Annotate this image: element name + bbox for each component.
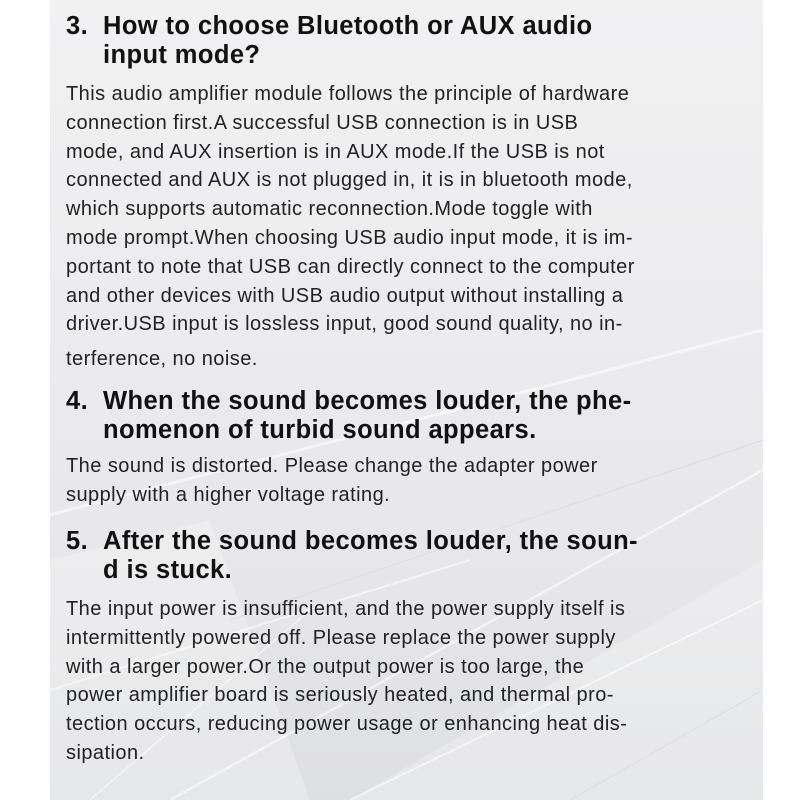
faq-answer	[66, 80, 635, 374]
faq-panel	[50, 0, 763, 800]
heading-line: After the sound becomes louder, the soun-	[103, 527, 638, 555]
heading-line: nomenon of turbid sound appears.	[103, 416, 537, 444]
answer-line: sipation.	[66, 741, 145, 764]
faq-heading	[66, 387, 631, 445]
faq-heading	[66, 12, 635, 70]
answer-line: terference, no noise.	[66, 348, 258, 371]
faq-answer	[66, 595, 638, 768]
answer-line: which supports automatic reconnection.Mode toggle with	[66, 198, 593, 221]
answer-line: power amplifier board is seriously heated, and thermal pro-	[66, 684, 614, 707]
faq-number: 3.	[66, 12, 89, 40]
faq-number: 5.	[66, 527, 89, 555]
faq-section-5	[66, 527, 638, 768]
faq-heading	[66, 527, 638, 585]
answer-line: tection occurs, reducing power usage or enhancing heat dis-	[66, 713, 628, 736]
faq-answer	[66, 452, 631, 510]
faq-number: 4.	[66, 387, 89, 415]
faq-section-3	[66, 12, 635, 374]
answer-line: and other devices with USB audio output without installing a	[66, 284, 624, 307]
answer-line: connection first.A successful USB connection is in USB	[66, 111, 579, 134]
heading-line: How to choose Bluetooth or AUX audio	[103, 12, 593, 40]
answer-line: mode, and AUX insertion is in AUX mode.If the USB is not	[66, 140, 605, 163]
answer-line: portant to note that USB can directly connect to the computer	[66, 255, 635, 278]
answer-line: driver.USB input is lossless input, good sound quality, no in-	[66, 313, 623, 336]
heading-line: When the sound becomes louder, the phe-	[103, 387, 632, 415]
heading-line: d is stuck.	[103, 556, 233, 584]
answer-line: mode prompt.When choosing USB audio input mode, it is im-	[66, 226, 634, 249]
answer-line: The sound is distorted. Please change the adapter power	[66, 455, 598, 477]
faq-section-4	[66, 387, 631, 510]
heading-line: input mode?	[103, 41, 261, 69]
answer-line: intermittently powered off. Please replace the power supply	[66, 626, 616, 649]
answer-line: supply with a higher voltage rating.	[66, 483, 391, 506]
answer-line: This audio amplifier module follows the principle of hardware	[66, 83, 630, 105]
answer-line: connected and AUX is not plugged in, it is in bluetooth mode,	[66, 169, 633, 192]
answer-line: with a larger power.Or the output power is too large, the	[66, 655, 585, 678]
answer-line: The input power is insufficient, and the power supply itself is	[66, 598, 626, 620]
